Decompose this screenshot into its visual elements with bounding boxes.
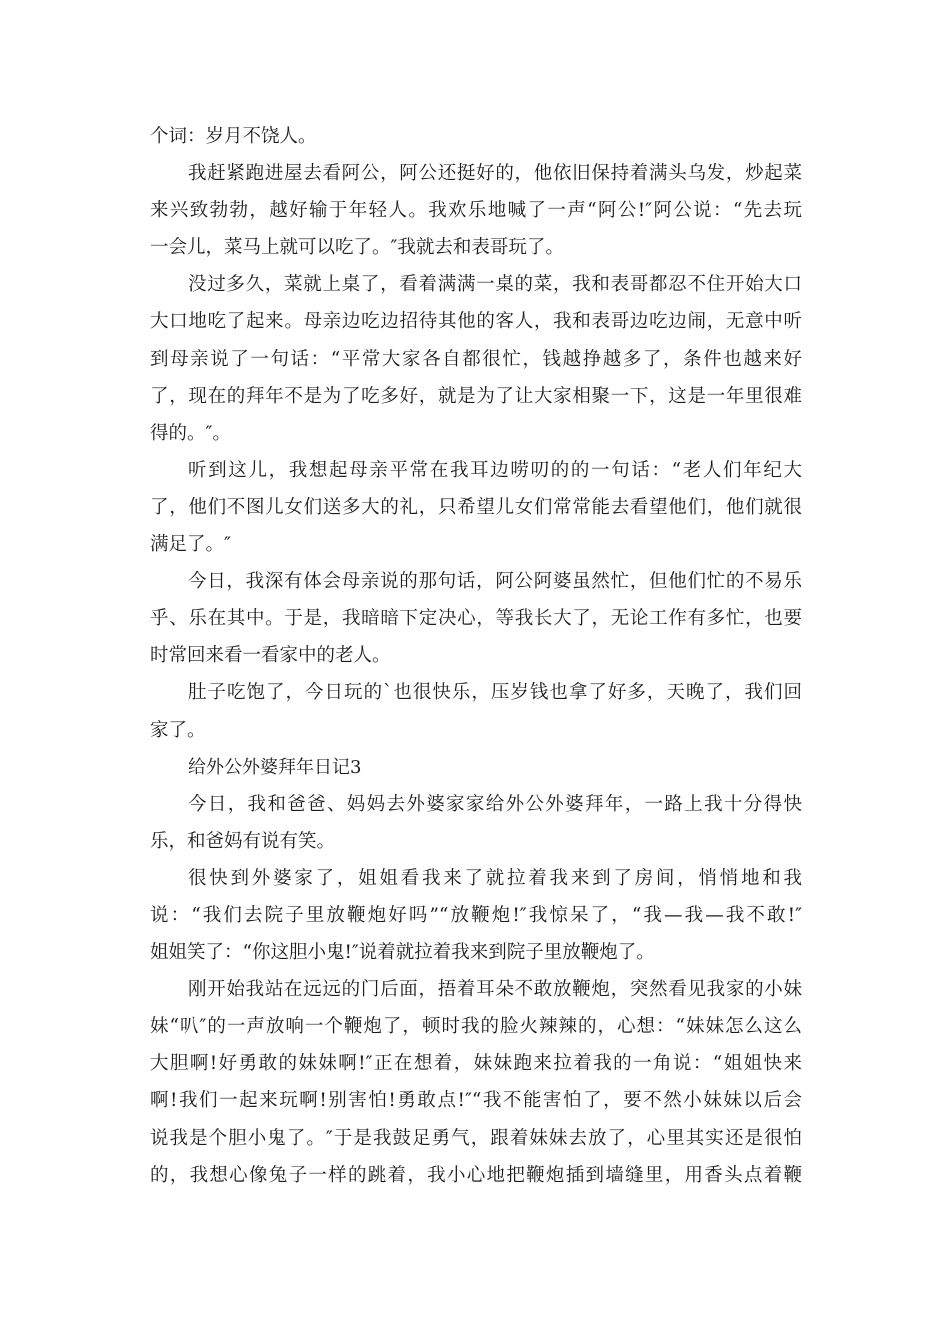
text-line: 今日，我深有体会母亲说的那句话，阿公阿婆虽然忙，但他们忙的不易乐 [188, 571, 802, 593]
text-line: 来兴致勃勃，越好输于年轻人。我欢乐地喊了一声“阿公!″阿公说：“先去玩 [150, 200, 802, 222]
text-line: 乐，和爸妈有说有笑。 [150, 830, 336, 852]
text-line: 了，现在的拜年不是为了吃多好，就是为了让大家相聚一下，这是一年里很难 [150, 385, 802, 407]
text-line: 我赶紧跑进屋去看阿公，阿公还挺好的，他依旧保持着满头乌发，炒起菜 [188, 163, 802, 185]
text-line: 姐姐笑了：“你这胆小鬼!″说着就拉着我来到院子里放鞭炮了。 [150, 942, 655, 964]
text-line: 肚子吃饱了，今日玩的`也很快乐，压岁钱也拿了好多，天晚了，我们回 [188, 682, 802, 704]
text-line: 大胆啊!好勇敢的妹妹啊!″正在想着，妹妹跑来拉着我的一角说：“姐姐快来 [150, 1053, 802, 1075]
text-line: 刚开始我站在远远的门后面，捂着耳朵不敢放鞭炮，突然看见我家的小妹 [188, 979, 802, 1001]
document-page [150, 118, 802, 1194]
text-line: 得的。″。 [150, 422, 231, 444]
text-line: 听到这儿，我想起母亲平常在我耳边唠叨的的一句话：“老人们年纪大 [188, 459, 802, 481]
text-line: 时常回来看一看家中的老人。 [150, 645, 391, 667]
text-line: 了，他们不图儿女们送多大的礼，只希望儿女们常常能去看望他们，他们就很 [150, 496, 802, 518]
text-line: 说：“我们去院子里放鞭炮好吗”“放鞭炮!″我惊呆了，“我—我—我不敢!″ [150, 904, 802, 926]
text-line: 一会儿，菜马上就可以吃了。″我就去和表哥玩了。 [150, 237, 564, 259]
text-line: 满足了。″ [150, 534, 231, 556]
text-line: 妹“叭″的一声放响一个鞭炮了，顿时我的脸火辣辣的，心想：“妹妹怎么这么 [150, 1016, 802, 1038]
text-line: 的，我想心像兔子一样的跳着，我小心地把鞭炮插到墙缝里，用香头点着鞭 [150, 1164, 802, 1186]
text-line: 很快到外婆家了，姐姐看我来了就拉着我来到了房间，悄悄地和我 [188, 867, 802, 889]
text-line: 大口地吃了起来。母亲边吃边招待其他的客人，我和表哥边吃边闹，无意中听 [150, 311, 802, 333]
text-line: 个词：岁月不饶人。 [150, 126, 317, 147]
section-heading: 给外公外婆拜年日记3 [188, 756, 362, 778]
text-line: 到母亲说了一句话：“平常大家各自都很忙，钱越挣越多了，条件也越来好 [150, 348, 802, 370]
text-line: 家了。 [150, 719, 206, 741]
text-line: 没过多久，菜就上桌了，看着满满一桌的菜，我和表哥都忍不住开始大口 [188, 274, 802, 296]
text-line: 今日，我和爸爸、妈妈去外婆家家给外公外婆拜年，一路上我十分得快 [188, 793, 802, 815]
text-line: 乎、乐在其中。于是，我暗暗下定决心，等我长大了，无论工作有多忙，也要 [150, 608, 802, 630]
text-line: 说我是个胆小鬼了。″于是我鼓足勇气，跟着妹妹去放了，心里其实还是很怕 [150, 1127, 802, 1149]
text-line: 啊!我们一起来玩啊!别害怕!勇敢点!″“我不能害怕了，要不然小妹妹以后会 [150, 1090, 802, 1112]
